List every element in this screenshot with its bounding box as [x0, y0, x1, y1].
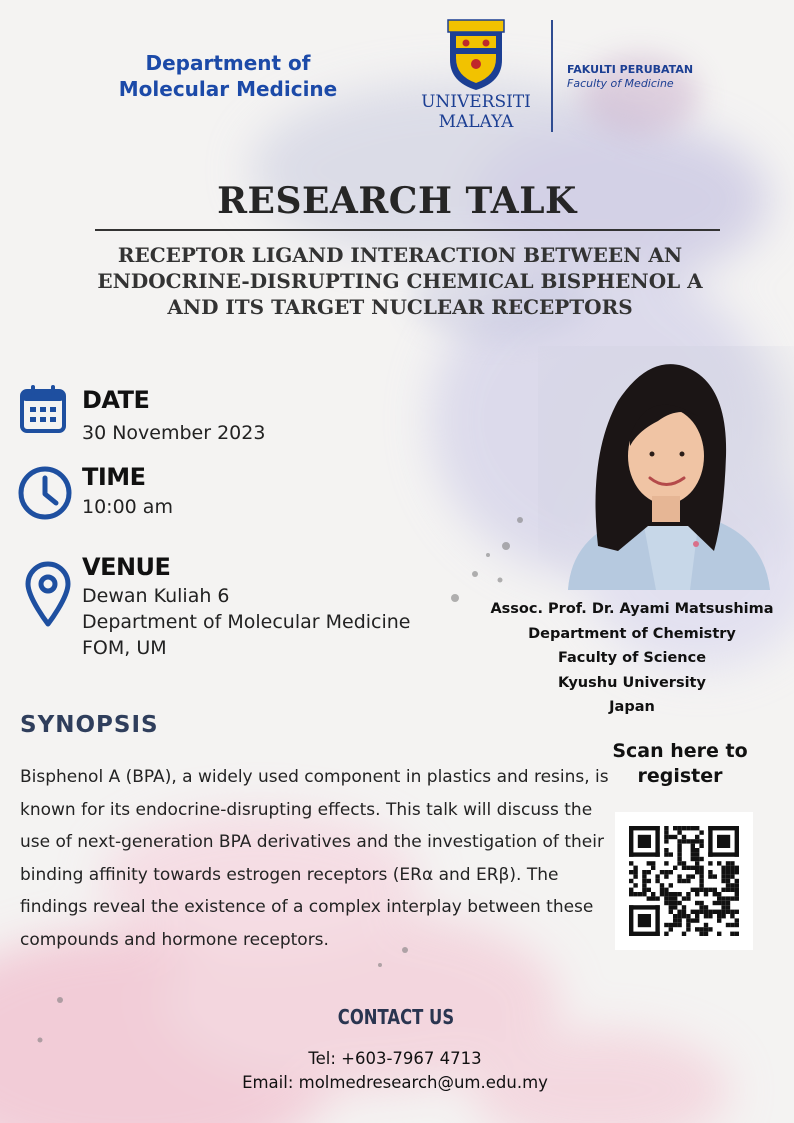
speaker-department: Department of Chemistry	[528, 625, 736, 642]
speaker-country: Japan	[609, 699, 655, 715]
speaker-photo	[538, 346, 794, 590]
contact-phone[interactable]: Tel: +603-7967 4713	[308, 1049, 482, 1068]
date-label: DATE	[82, 386, 150, 414]
university-name: UNIVERSITI MALAYA	[421, 92, 531, 132]
speaker-university: Kyushu University	[558, 674, 706, 691]
header-divider	[551, 20, 553, 132]
university-crest-logo	[446, 18, 506, 92]
venue-label: VENUE	[82, 553, 171, 581]
date-value: 30 November 2023	[82, 422, 266, 444]
faculty-block	[567, 63, 693, 91]
department-name: Department of Molecular Medicine	[118, 51, 338, 101]
synopsis-text: Bisphenol A (BPA), a widely used component in plastics and resins, is known for its endocrine-disrupting effects. This talk will discuss the use of next-generation BPA derivatives and the investigation of their binding affinity towards estrogen receptors (ERα and ERβ). The findings reveal the existence of a complex interplay between these compounds and hormone receptors.	[20, 767, 609, 950]
qr-code-icon	[615, 812, 753, 950]
title-underline	[95, 229, 720, 231]
contact-heading: CONTACT US	[337, 1005, 455, 1029]
event-title: RESEARCH TALK	[217, 180, 577, 222]
calendar-icon	[19, 384, 67, 434]
speaker-name: Assoc. Prof. Dr. Ayami Matsushima	[490, 601, 774, 617]
time-value: 10:00 am	[82, 496, 173, 518]
synopsis-heading: SYNOPSIS	[20, 712, 159, 738]
venue-line-1: Dewan Kuliah 6	[82, 585, 230, 607]
register-prompt: Scan here to register	[612, 740, 748, 787]
clock-icon	[17, 465, 73, 521]
talk-topic: RECEPTOR LIGAND INTERACTION BETWEEN AN ENDOCRINE-DISRUPTING CHEMICAL BISPHENOL A AND ITS TARGET NUCLEAR RECEPTORS	[97, 243, 703, 319]
location-pin-icon	[24, 560, 72, 628]
faculty-english: Faculty of Medicine	[567, 77, 674, 90]
venue-line-2: Department of Molecular Medicine	[82, 611, 411, 633]
faculty-malay: FAKULTI PERUBATAN	[567, 63, 694, 76]
registration-qr-code[interactable]	[615, 812, 753, 950]
speaker-info	[470, 597, 794, 720]
venue-line-3: FOM, UM	[82, 637, 167, 659]
contact-email[interactable]: Email: molmedresearch@um.edu.my	[242, 1073, 548, 1092]
speaker-faculty: Faculty of Science	[557, 650, 707, 666]
time-label: TIME	[82, 463, 146, 491]
